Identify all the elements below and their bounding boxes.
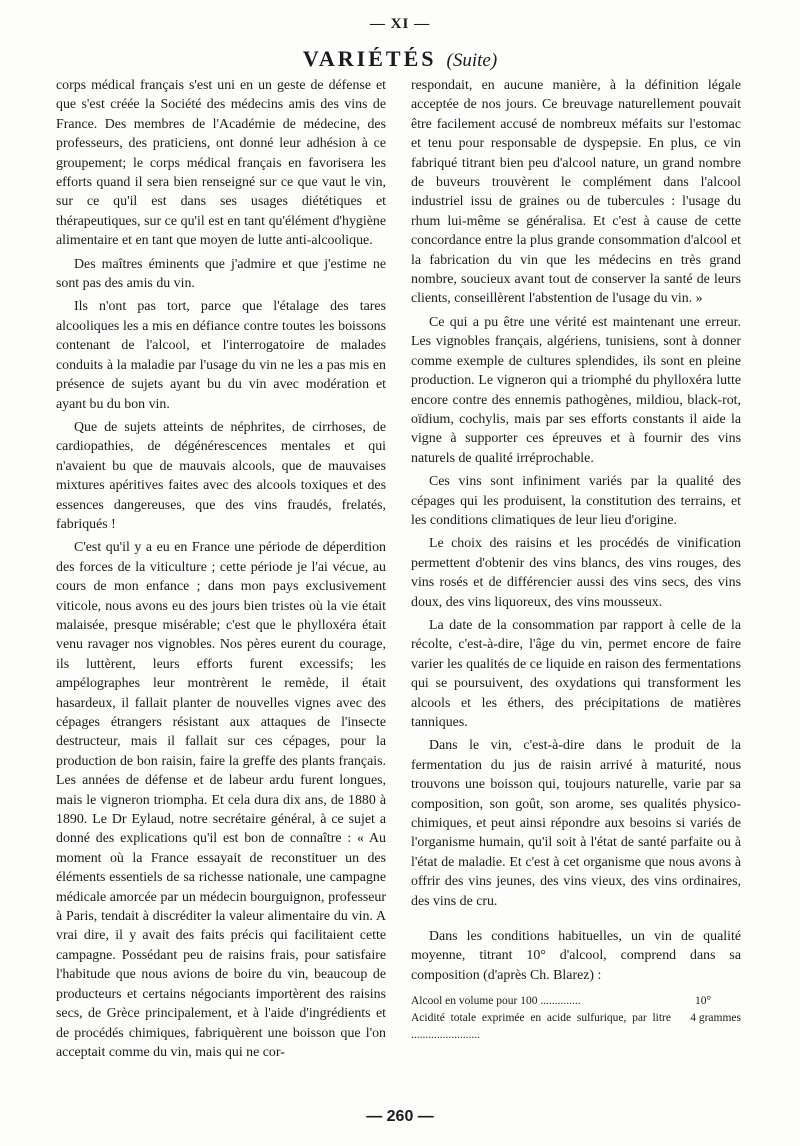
left-column (56, 76, 386, 1066)
paragraph: Le choix des raisins et les procédés de vinification permettent d'obtenir des vins blancs, des vins rouges, des vins rosés et de différencier aussi des vins secs, des vins doux, des vins liquoreux, des vins mousseux. (411, 536, 741, 610)
composition-row (411, 1010, 741, 1044)
paragraph: La date de la consommation par rapport à celle de la récolte, c'est-à-dire, l'âge du vin, permet encore de faire varier les qualités de ce liquide en raison des fermentations qui se poursuivent, des oxydations qui transforment les alcools et les éthers, des précipitations de matières tanniques. (411, 617, 741, 730)
paragraph: Ils n'ont pas tort, parce que l'étalage des tares alcooliques les a mis en défiance contre toutes les boissons contenant de l'alcool, et l'interrogatoire de malades conduits à la maladie par l'usage du vin ne les a pas mis en présence de sujets ayant bu du vin avec modération et ayant bu du bon vin. (56, 299, 386, 412)
paragraph: Que de sujets atteints de néphrites, de cirrhoses, de cardiopathies, de dégénérescences mentales et qui n'avaient bu que de mauvais alcools, que de mauvaises mixtures apéritives faites avec des alcools toxiques et des essences dangereuses, que des vins fraudés, frelatés, fabriqués ! (56, 419, 386, 532)
composition-row (411, 993, 741, 1010)
composition-value: 10° (695, 995, 712, 1008)
paragraph: Ce qui a pu être une vérité est maintenant une erreur. Les vignobles français, algériens, tunisiens, sont à donner comme exemple de cultures splendides, ils sont en pleine production. Le vigneron qui a triomphé du phylloxéra lutte encore contre des ennemis pathogènes, mildiou, black-rot, oïdium, cochylis, mais par ses efforts constants il aide la vigne à supporter ces épreuves et à fournir des vins naturels de qualité irréprochable. (411, 314, 741, 466)
paragraph: Ces vins sont infiniment variés par la qualité des cépages qui les produisent, la constitution des terrains, et les conditions climatiques de leur lieu d'origine. (411, 474, 741, 528)
composition-label: Acidité totale exprimée en acide sulfurique, par litre ........................ (411, 1012, 671, 1042)
paragraph: Dans le vin, c'est-à-dire dans le produit de la fermentation du jus de raisin arrivé à maturité, nous trouvons une boisson qui, toujours naturelle, varie par sa composition, son goût, son arome, ses qualités physico-chimiques, et peut ainsi répondre aux besoins si variés de l'organisme humain, qu'il soit à l'état de santé parfaite ou à l'état de maladie. Et c'est à cet organisme que nous avons à offrir des vins jeunes, des vins vieux, des vins ordinaires, des vins de cru. (411, 738, 741, 909)
section-heading (0, 46, 800, 72)
paragraph: respondait, en aucune manière, à la définition légale acceptée de nos jours. Ce breuvage naturellement pouvait être facilement accusé de nombreux méfaits sur l'estomac et tenu pour responsable de dyspepsie. En plus, ce vin fabriqué titrant bien peu d'alcool nature, un grand nombre de buveurs trouvèrent le complément dans l'alcool industriel issu de graines ou de tubercules : l'usage du rhum lui-même se généralisa. Et c'est à cause de cette concordance entre la plus grande consommation d'alcool et la fabrication du vin que les médecins en très grand nombre, soucieux avant tout de conserver la santé de leurs clients, conseillèrent l'abstention de l'usage du vin. » (411, 78, 741, 307)
paragraph: Dans les conditions habituelles, un vin de qualité moyenne, titrant 10° d'alcool, comprend dans sa composition (d'après Ch. Blarez) : (411, 929, 741, 983)
paragraph: Des maîtres éminents que j'admire et que j'estime ne sont pas des amis du vin. (56, 256, 386, 292)
section-title: VARIÉTÉS (302, 46, 437, 71)
right-column (411, 76, 741, 1044)
roman-page-number: — XI — (369, 16, 431, 32)
composition-value: 4 grammes (690, 1012, 741, 1025)
composition-table (411, 993, 741, 1044)
paragraph: corps médical français s'est uni en un geste de défense et que s'est créée la Société des médecins amis des vins de France. Des membres de l'Académie de médecine, des professeurs, des praticiens, ont donné leur adhésion à ce groupement; le corps médical français en favorisera les efforts quand il sera bien renseigné sur ce que vaut le vin, sur ce qu'il est dans ses usages diététiques et thérapeutiques, sur ce qu'il est en tant qu'élément d'hygiène alimentaire et en tant que moyen de lutte anti-alcoolique. (56, 78, 386, 249)
page-number: — 260 — (366, 1108, 434, 1125)
composition-label: Alcool en volume pour 100 .............. (411, 995, 581, 1008)
paragraph: C'est qu'il y a eu en France une période de déperdition des forces de la viticulture ; cette période je l'ai vécue, au cours de mon enfance ; dans mon pays exclusivement viticole, nous avons eu des jours bien tristes où la vie était malaisée, presque misérable; c'est que le phylloxéra était venu ravager nos vignobles. Nos pères eurent du courage, ils luttèrent, leurs efforts furent excessifs; les ampélographes leur montrèrent le remède, il était hasardeux, il fallait planter de nouvelles vignes avec des cépages étrangers résistant aux attaques de l'insecte destructeur, mais il fallait sur ces cépages, pour la production de bon raisin, faire la greffe des plants français. Les années de défense et de labeur ardu furent longues, mais le vigneron triompha. Et cela dura dix ans, de 1880 à 1890. Le Dr Eylaud, notre secrétaire général, à ce sujet a donné des explications qu'il est bon de connaître : « Au moment où la France essayait de reconstituer un des éléments essentiels de sa richesse nationale, une campagne médicale amorcée par un médecin bourguignon, professeur à Paris, tendait à discréditer la valeur alimentaire du vin. A vrai dire, il y avait des faits précis qui facilitaient cette campagne. Possédant peu de raisins frais, pour satisfaire l'habitude que nous avions de boire du vin, beaucoup de producteurs et certains négociants importèrent des raisins secs, de Grèce principalement, et à l'aide d'ingrédients et de procédés chimiques, fabriquèrent une boisson que l'on acceptait comme du vin, mais qui ne cor- (56, 540, 386, 1060)
section-title-suffix: (Suite) (446, 50, 498, 71)
